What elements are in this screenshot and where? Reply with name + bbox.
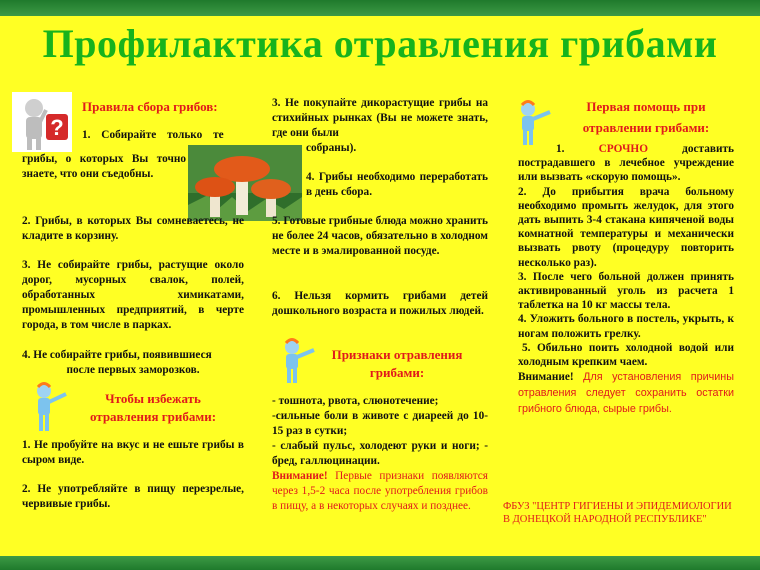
step-2: 2. До прибытия врача больному необходимо промыть желудок, для этого дать выпить 3-4 стакана кипяченой воды комнатной температуры и механически вызвать рвоту (процедуру повторить несколько раз). — [518, 185, 734, 269]
collection-rules-heading: Правила сбора грибов: — [82, 99, 218, 114]
rule-2-block — [22, 214, 244, 244]
avoid-2-block — [22, 482, 244, 512]
page-title: Профилактика отравления грибами — [42, 21, 718, 66]
rule-1-text: грибы, о которых Вы точно знаете, что они съедобны. — [22, 153, 186, 180]
col2-rule-3-end-block — [306, 141, 406, 156]
sign-3: - слабый пульс, холодеют руки и ноги; - бред, галлюцинации. — [272, 440, 488, 467]
pointing-figure-icon — [514, 100, 558, 146]
col2-attention-label: Внимание! — [272, 470, 328, 482]
step-1-urgent: СРОЧНО — [598, 143, 648, 155]
sign-2: -сильные боли в животе с диареей до 10-15 раз в сутки; — [272, 410, 488, 437]
col2-rule-4-text: 4. Грибы необходимо переработать в день сбора. — [306, 171, 488, 198]
col2-attention-text: Первые признаки появляются через 1,5-2 часа после употребления грибов в пищу, а в некоторых случаях и позднее. — [272, 470, 488, 512]
rule-1-body — [22, 152, 186, 182]
rule-1-line1: 1. Собирайте только те — [82, 129, 224, 141]
first-aid-steps — [518, 142, 734, 417]
col2-rule-6-text: 6. Нельзя кормить грибами детей дошкольного возраста и пожилых людей. — [272, 290, 488, 317]
col2-rule-6-block — [272, 289, 488, 319]
step-3: 3. После чего больной должен принять активированный уголь из расчета 1 таблетка на 10 кг массы тела. — [518, 270, 734, 312]
rule-4-block — [22, 348, 244, 378]
avoid-2-text: 2. Не употребляйте в пищу перезрелые, червивые грибы. — [22, 483, 244, 510]
organization-footer: ФБУЗ "ЦЕНТР ГИГИЕНЫ И ЭПИДЕМИОЛОГИИ В ДОНЕЦКОЙ НАРОДНОЙ РЕСПУБЛИКЕ" — [503, 501, 732, 525]
col2-rule-5-text: 5. Готовые грибные блюда можно хранить не более 24 часов, обязательно в холодном месте и в эмалированной посуде. — [272, 215, 488, 257]
rule-4-line2: после первых заморозков. — [66, 364, 200, 376]
sign-1: - тошнота, рвота, слюнотечение; — [272, 395, 439, 407]
col2-rule-3-block — [272, 96, 488, 141]
column-collection-rules — [22, 98, 244, 115]
avoid-1-block — [22, 438, 244, 468]
step-1 — [518, 142, 734, 185]
rule-3-text: 3. Не собирайте грибы, растущие около дорог, мусорных свалок, полей, обработанных химикатами, промышленных предприятий, в черте города, в том числе в парках. — [22, 259, 244, 331]
rule-1-start — [82, 128, 242, 143]
col3-attention-label: Внимание! — [518, 371, 574, 384]
first-aid-heading: Первая помощь при отравлении грибами: — [582, 99, 710, 135]
rule-3-block — [22, 258, 244, 333]
signs-heading-block — [322, 346, 472, 382]
col2-attention — [272, 469, 488, 514]
rule-4-line1: 4. Не собирайте грибы, появившиеся — [22, 349, 212, 361]
col3-attention — [518, 369, 734, 417]
svg-text:?: ? — [50, 115, 64, 140]
first-aid-heading-block — [566, 96, 726, 138]
col2-rule-3-text: 3. Не покупайте дикорастущие грибы на стихийных рынках (Вы не можете знать, где они были — [272, 97, 488, 139]
poisoning-signs-heading: Признаки отравления грибами: — [331, 347, 463, 380]
pointing-figure-icon — [30, 382, 74, 434]
top-frame-band — [0, 0, 760, 16]
step-5: 5. Обильно поить холодной водой или холодным крепким чаем. — [518, 341, 734, 369]
step-1-number: 1. — [556, 143, 599, 155]
avoid-1-text: 1. Не пробуйте на вкус и не ешьте грибы в сыром виде. — [22, 439, 244, 466]
col2-rule-3-end: собраны). — [306, 142, 357, 154]
col2-rule-4-block — [306, 170, 488, 200]
step-1-text: доставить пострадавшего в лечебное учреждение или вызвать «скорую помощь». — [518, 143, 734, 184]
pointing-figure-icon — [278, 338, 322, 384]
mushroom-image — [188, 145, 302, 221]
bottom-frame-band — [0, 556, 760, 570]
rule-2-text: 2. Грибы, в которых Вы сомневаетесь, не кладите в корзину. — [22, 215, 244, 242]
col3-attention-text: Для установления причины отравления следует сохранить остатки грибного блюда, сырые грибы. — [518, 371, 734, 416]
step-4: 4. Уложить больного в постель, укрыть, к ногам положить грелку. — [518, 313, 734, 340]
avoid-poisoning-heading: Чтобы избежать отравления грибами: — [89, 391, 217, 424]
col2-rule-5-block — [272, 214, 488, 259]
signs-list — [272, 394, 488, 514]
avoid-heading-block — [78, 390, 228, 426]
